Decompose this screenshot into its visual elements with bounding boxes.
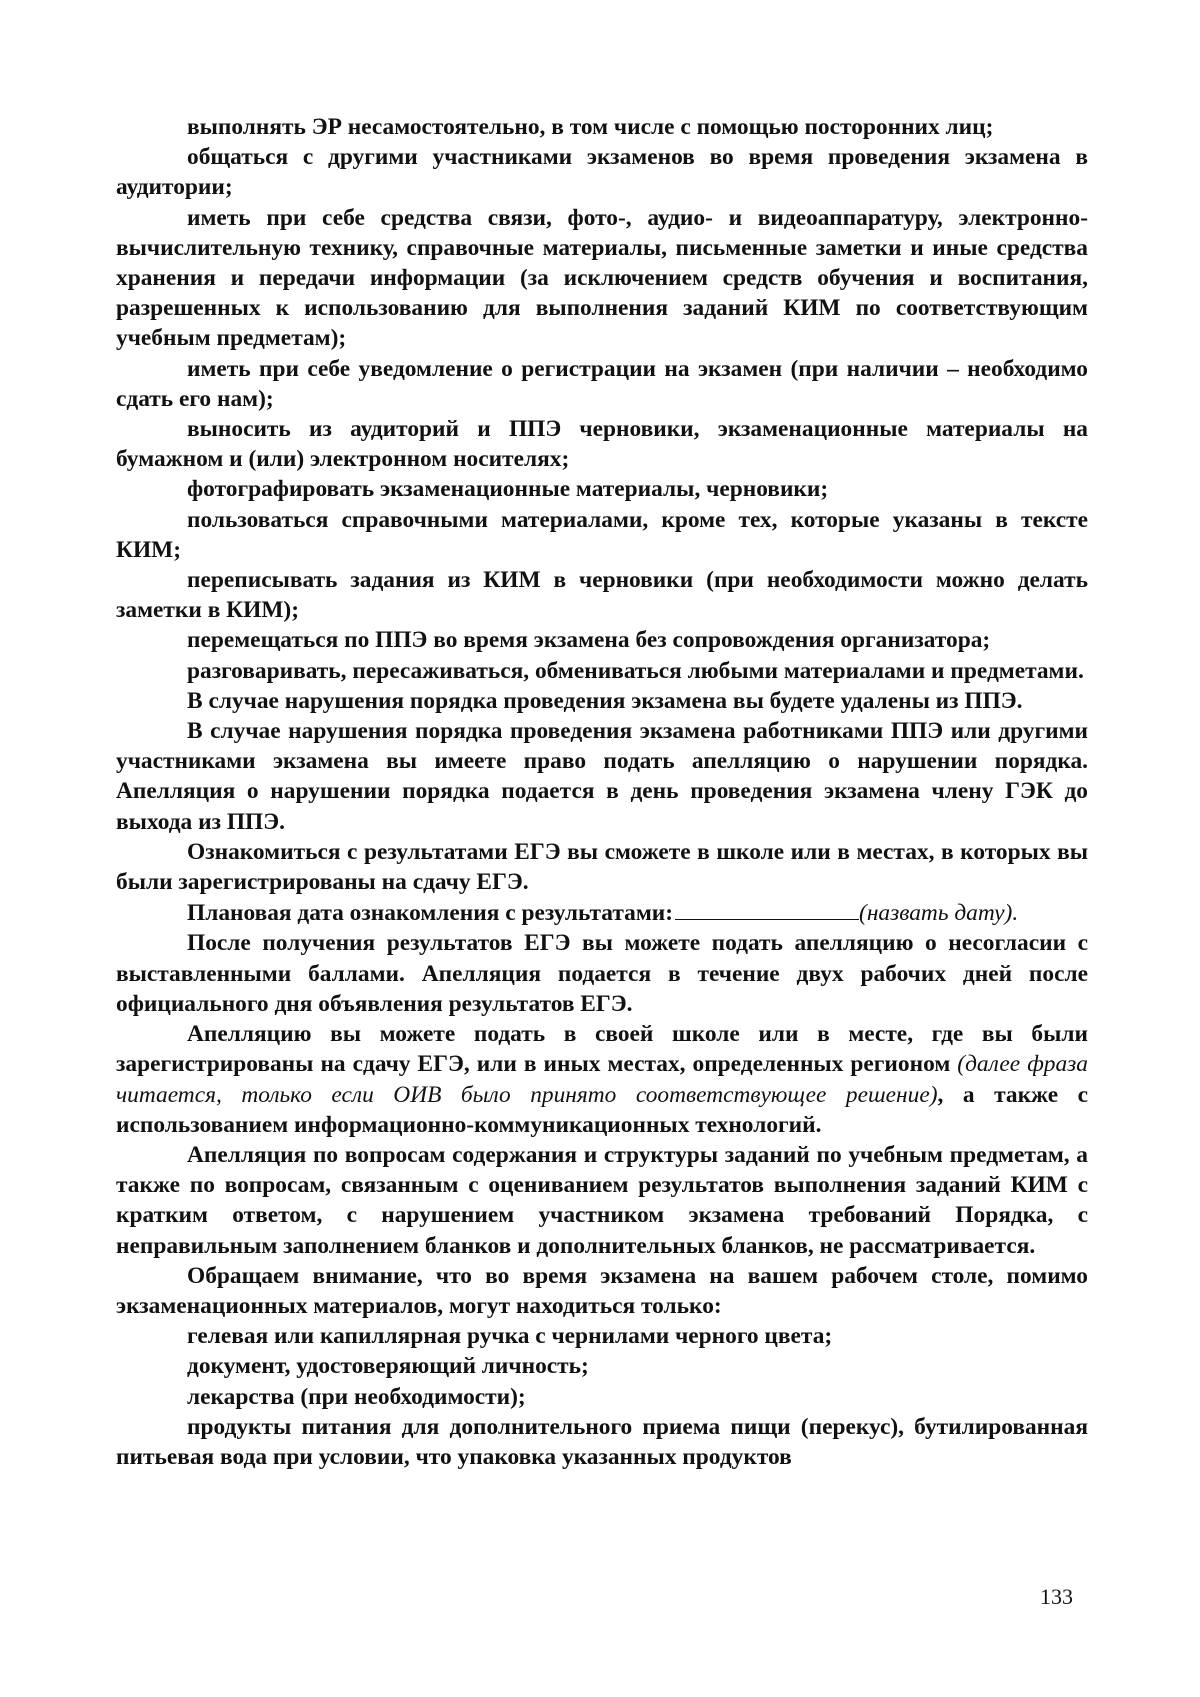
paragraph: выносить из аудиторий и ППЭ черновики, экзаменационные материалы на бумажном и (или) электронном носителях; [116,416,1088,473]
paragraph: лекарства (при необходимости); [187,1383,526,1410]
paragraph: выполнять ЭР несамостоятельно, в том числе с помощью посторонних лиц; [187,114,994,140]
paragraph: разговаривать, пересаживаться, обмениваться любыми материалами и предметами. [187,657,1084,684]
paragraph: иметь при себе средства связи, фото-, аудио- и видеоаппаратуру, электронно-вычислительную технику, справочные материалы, письменные заметки и иные средства хранения и передачи информации (за исключением средств обучения и воспитания, разрешенных к использованию для выполнения заданий КИМ по соответствующим учебным предметам); [116,204,1088,352]
appeal-location-text: Апелляцию вы можете подать в своей школе или в месте, где вы были зарегистрированы на сдачу ЕГЭ, или в иных местах, определенных регионом [116,1021,1088,1078]
date-line-note: (назвать дату). [859,900,1019,927]
paragraph: гелевая или капиллярная ручка с чернилами черного цвета; [187,1323,833,1350]
date-line-label: Плановая дата ознакомления с результатами: [187,900,674,927]
paragraph: продукты питания для дополнительного приема пищи (перекус), бутилированная питьевая вода при условии, что упаковка указанных продуктов [116,1413,1088,1470]
paragraph: пользоваться справочными материалами, кроме тех, которые указаны в тексте КИМ; [116,506,1088,563]
page-number: 133 [1040,1584,1073,1609]
appeal-location-italic-note: (далее фраза читается, только если ОИВ было принято соответствующее решение) [116,1051,1089,1108]
paragraph: В случае нарушения порядка проведения экзамена работниками ППЭ или другими участниками экзамена вы имеете право подать апелляцию о нарушении порядка. Апелляция о нарушении порядка подается в день проведения экзамена члену ГЭК до выхода из ППЭ. [116,718,1088,835]
paragraph: Ознакомиться с результатами ЕГЭ вы сможете в школе или в местах, в которых вы были зарегистрированы на сдачу ЕГЭ. [116,838,1088,896]
paragraph: После получения результатов ЕГЭ вы можете подать апелляцию о несогласии с выставленными баллами. Апелляция подается в течение двух рабочих дней после официального дня объявления результатов ЕГЭ. [116,930,1088,1017]
date-blank-field [675,897,859,920]
date-line [116,897,1088,928]
appeal-location-paragraph [116,1019,1088,1140]
paragraph: фотографировать экзаменационные материалы, черновики; [187,476,829,503]
appeal-location-end: , а также с использованием информационно-коммуникационных технологий. [116,1081,1088,1138]
paragraph: В случае нарушения порядка проведения экзамена вы будете удалены из ППЭ. [187,687,1023,714]
paragraph: иметь при себе уведомление о регистрации на экзамен (при наличии – необходимо сдать его нам); [116,355,1088,412]
paragraph: переписывать задания из КИМ в черновики (при необходимости можно делать заметки в КИМ); [116,567,1088,624]
paragraph: общаться с другими участниками экзаменов во время проведения экзамена в аудитории; [116,144,1088,201]
paragraph: документ, удостоверяющий личность; [187,1353,589,1380]
document-page [116,112,1088,1472]
paragraph: перемещаться по ППЭ во время экзамена без сопровождения организатора; [187,627,991,654]
paragraph: Обращаем внимание, что во время экзамена на вашем рабочем столе, помимо экзаменационных материалов, могут находиться только: [116,1262,1088,1319]
paragraph: Апелляция по вопросам содержания и структуры заданий по учебным предметам, а также по вопросам, связанным с оцениванием результатов выполнения заданий КИМ с кратким ответом, с нарушением участником экзамена требований Порядка, с неправильным заполнением бланков и дополнительных бланков, не рассматривается. [116,1141,1088,1259]
